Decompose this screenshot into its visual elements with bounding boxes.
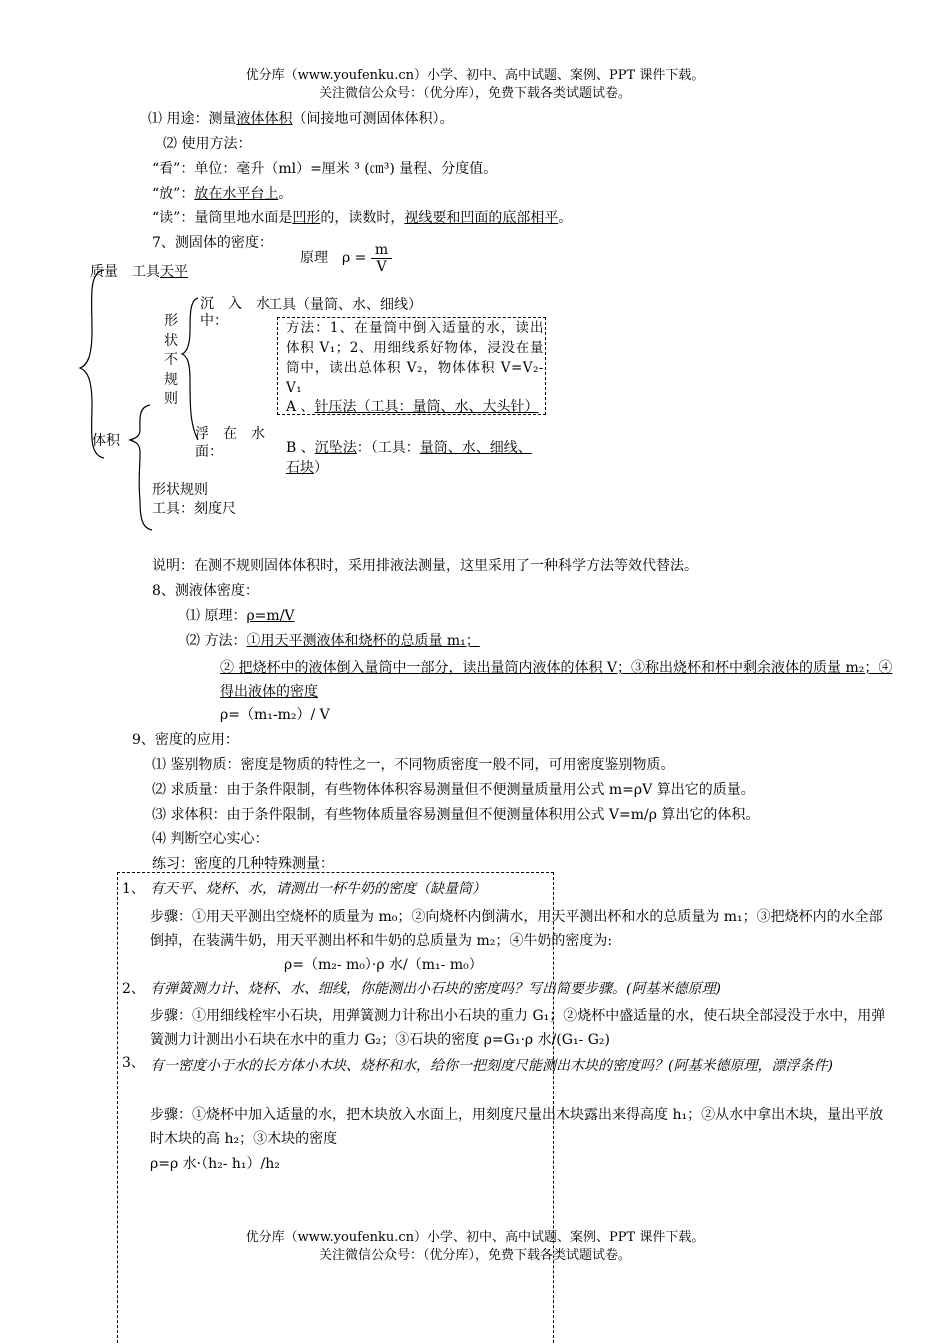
- exercise-3-formula: ρ=ρ 水·（h₂- h₁）/h₂: [150, 1156, 280, 1172]
- cylinder-use: ⑴ 用途：测量液体体积（间接地可测固体体积）。: [148, 111, 454, 127]
- sink-label: 沉 入 水中：: [200, 296, 270, 329]
- regular-label: 形状规则: [152, 482, 208, 498]
- cylinder-look: “看”：单位：毫升（ml）=厘米 ³ (㎝³) 量程、分度值。: [152, 161, 498, 177]
- footer-line-1: 优分库（www.youfenku.cn）小学、初中、高中试题、案例、PPT 课件下载。: [245, 1230, 705, 1245]
- volume-brace: [130, 405, 152, 530]
- application-item-1: ⑴ 鉴别物质：密度是物质的特性之一，不同物质密度一般不同，可用密度鉴别物质。: [152, 757, 675, 773]
- method-text: 方法：1、在量筒中倒入适量的水，读出体积 V₁；2、用细线系好物体，浸没在量筒中，读出总体积 V₂，物体体积 V=V₂-V₁: [286, 320, 544, 396]
- exercise-3-question: 有一密度小于水的长方体小木块、烧杯和水，给你一把刻度尺能测出木块的密度吗？(阿基米德原理，漂浮条件): [150, 1058, 833, 1074]
- liquid-method: ⑵ 方法：①用天平测液体和烧杯的总质量 m₁；: [186, 633, 480, 649]
- exercise-2-question: 有弹簧测力计、烧杯、水、细线，你能测出小石块的密度吗？写出简要步骤。(阿基米德原理): [150, 981, 721, 997]
- solid-title: 7、测固体的密度：: [152, 235, 273, 251]
- header-line-1: 优分库（www.youfenku.cn）小学、初中、高中试题、案例、PPT 课件下载。: [245, 68, 705, 83]
- liquid-formula: ρ=（m₁-m₂）/ V: [220, 707, 330, 723]
- cylinder-method: ⑵ 使用方法：: [163, 136, 252, 152]
- exercise-3-steps: 步骤：①烧杯中加入适量的水，把木块放入水面上，用刻度尺量出木块露出来得高度 h₁；②从水中拿出木块，量出平放时木块的高 h₂；③木块的密度: [150, 1107, 884, 1147]
- exercise-title: 练习：密度的几种特殊测量：: [152, 856, 334, 872]
- cylinder-put: “放”：放在水平台上。: [152, 186, 293, 202]
- exercise-1-formula: ρ=（m₂- m₀）·ρ 水/（m₁- m₀）: [284, 957, 483, 973]
- float-method-a: A 、针压法（工具：量筒、水、大头针）: [286, 399, 539, 415]
- exercise-1-steps: 步骤：①用天平测出空烧杯的质量为 m₀；②向烧杯内倒满水，用天平测出杯和水的总质量为 m₁；③把烧杯内的水全部倒掉，在装满牛奶，用天平测出杯和牛奶的总质量为 m₂；④牛奶的密度为:: [150, 909, 883, 949]
- float-method-b: B 、沉坠法：（工具：量筒、水、细线、石块）: [286, 440, 532, 476]
- mass-tool: 质量 工具天平: [90, 264, 188, 280]
- liquid-step2: ② 把烧杯中的液体倒入量筒中一部分，读出量筒内液体的体积 V；③称出烧杯和杯中剩余液体的质量 m₂；④得出液体的密度: [220, 660, 893, 700]
- irregular-brace: [182, 298, 198, 440]
- main-brace: [80, 270, 104, 458]
- exercise-1-question: 有天平、烧杯、水，请测出一杯牛奶的密度（缺量筒）: [150, 881, 486, 897]
- float-label: 浮 在 水面：: [195, 426, 265, 460]
- sink-tools: 工具（量筒、水、细线）: [268, 297, 422, 313]
- liquid-title: 8、测液体密度：: [152, 583, 259, 599]
- volume-label: 体积: [92, 433, 120, 449]
- footer-line-2: 关注微信公众号：（优分库），免费下载各类试题试卷。: [318, 1248, 631, 1263]
- application-item-2: ⑵ 求质量：由于条件限制，有些物体体积容易测量但不便测量质量用公式 m=ρV 算出它的质量。: [152, 782, 755, 798]
- exercise-2-steps: 步骤：①用细线栓牢小石块，用弹簧测力计称出小石块的重力 G₁；②烧杯中盛适量的水，使石块全部浸没于水中，用弹簧测力计测出小石块在水中的重力 G₂；③石块的密度 ρ=G₁·ρ 水/(G₁- G₂): [150, 1008, 886, 1048]
- application-title: 9、密度的应用：: [132, 732, 239, 748]
- solid-note: 说明：在测不规则固体体积时，采用排液法测量，这里采用了一种科学方法等效代替法。: [152, 558, 698, 574]
- regular-tool: 工具：刻度尺: [152, 501, 236, 517]
- cylinder-read: “读”：量筒里地水面是凹形的，读数时，视线要和凹面的底部相平。: [152, 210, 573, 226]
- exercise-2-num: 2、: [122, 981, 145, 997]
- fraction-denominator: V: [376, 258, 387, 275]
- fraction-numerator: m: [371, 242, 392, 259]
- irregular-label: 形 状 不 规 则: [164, 313, 178, 407]
- exercise-1-num: 1、: [122, 881, 145, 897]
- application-item-3: ⑶ 求体积：由于条件限制，有些物体质量容易测量但不便测量体积用公式 V=m/ρ 算出它的体积。: [152, 807, 760, 823]
- solid-principle: 原理 ρ = $\frac{m}{V}$: [300, 238, 392, 278]
- liquid-principle: ⑴ 原理：ρ=m/V: [186, 608, 295, 624]
- header-line-2: 关注微信公众号：（优分库），免费下载各类试题试卷。: [318, 86, 631, 101]
- application-item-4: ⑷ 判断空心实心：: [152, 831, 269, 847]
- exercise-3-num: 3、: [122, 1055, 145, 1071]
